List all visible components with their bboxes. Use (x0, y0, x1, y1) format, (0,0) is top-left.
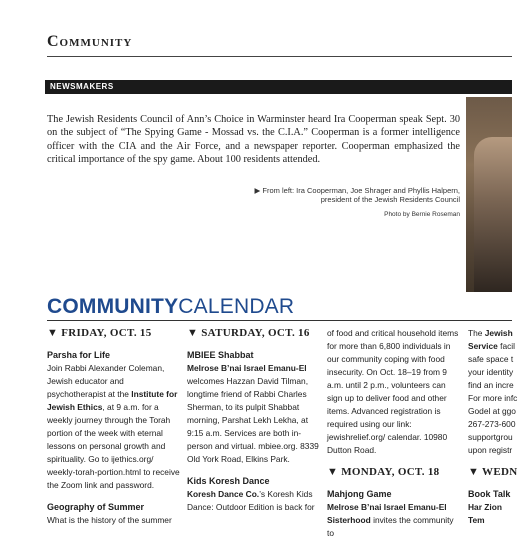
event-org-sisterhood: Melrose B’nai Israel Emanu-El Sisterhood (327, 502, 447, 525)
event-text-booktalk (468, 501, 512, 527)
event-title-koresh: Kids Koresh Dance (187, 476, 270, 486)
event-title-parsha: Parsha for Life (47, 350, 111, 360)
calendar-title (47, 295, 294, 319)
newsmakers-label: NEWSMAKERS (50, 82, 114, 91)
photo-figure (474, 137, 512, 292)
event-title-mahjong: Mahjong Game (327, 489, 392, 499)
event-title-mbiee: MBIEE Shabbat (187, 350, 254, 360)
event-text-mahjong: Melrose B’nai Israel Emanu-El Sisterhood invites the community to (327, 502, 454, 538)
event-org-ije: Institute for Jewish Ethics (47, 389, 178, 412)
photo-credit: Photo by Bernie Roseman (384, 211, 460, 218)
calendar-title-light: CALENDAR (178, 295, 295, 318)
calendar-column-1 (47, 322, 181, 527)
section-divider (47, 56, 512, 57)
event-title-geography: Geography of Summer (47, 502, 145, 512)
event-text-koresh: Koresh Dance Co.’s Koresh Kids Dance: Outdoor Edition is back for (187, 489, 315, 512)
day-heading-wednesday: ▼ WEDN (468, 466, 518, 478)
day-heading-friday: ▼ FRIDAY, OCT. 15 (47, 327, 152, 339)
calendar-column-4 (468, 327, 518, 527)
event-org-harzion: Har Zion Tem (468, 502, 502, 525)
newsmakers-article: The Jewish Residents Council of Ann’s Choice in Warminster heard Ira Cooperman speak Sept. 30 on the subject of “The Spying Game - Mossad vs. the C.I.A.” Cooperman is a former intelligence officer with the CIA and the Air Force, and a newspaper reporter. Cooperman emphasized the critical importance of the spy game. About 100 residents attended. (47, 114, 460, 165)
newsmakers-bar (45, 80, 512, 94)
day-heading-monday: ▼ MONDAY, OCT. 18 (327, 466, 440, 478)
event-text-mbiee: Melrose B’nai Israel Emanu-El welcomes Hazzan David Tilman, longtime friend of Rabbi Charles Sherman, to its pulpit Shabbat morning, Parshat Lekh Lekha, at 9:15 a.m. Services are both in-person and virtual. mbiee.org. 8339 Old York Road, Elkins Park. (187, 363, 319, 464)
calendar-column-3 (327, 327, 461, 540)
event-org-koresh: Koresh Dance Co. (187, 489, 260, 499)
section-title: Community (47, 33, 133, 50)
event-text-parsha: Join Rabbi Alexander Coleman, Jewish educator and psychotherapist at the Institute for Jewish Ethics, at 9 a.m. for a weekly journey through the Torah portion of the week with eternal lessons on personal growth and spirituality. Go to ijethics.org/ weekly-torah-portion.html to receive the Zoom link and password. (47, 363, 180, 490)
calendar-divider (47, 320, 512, 321)
calendar-column-2 (187, 322, 321, 514)
photo-caption (160, 186, 460, 204)
event-title-booktalk: Book Talk (468, 489, 511, 499)
calendar-title-bold: COMMUNITY (47, 295, 179, 318)
event-text-food: of food and critical household items for more than 6,800 individuals in our community coping with food insecurity. On Oct. 18–19 from 9 a.m. until 2 p.m., volunteers can sign up to deliver food and other items. Advanced registration is required using our link: jewishrelief.org/ calendar. 10980 Dutton Road. (327, 328, 459, 455)
newsmakers-photo (466, 97, 512, 292)
caption-line-2: president of the Jewish Residents Council (320, 195, 460, 204)
event-text-geography: What is the history of the summer (47, 515, 172, 525)
event-org-mbiee: Melrose B’nai Israel Emanu-El (187, 363, 307, 373)
event-text-jfcs: The Jewish Service facil safe space t your identity find an incre For more infc Godel at ggo 267-273-600 supportgrou upon registr (468, 328, 518, 455)
caption-line-1: ▶ From left: Ira Cooperman, Joe Shrager and Phyllis Halpern, (254, 186, 460, 195)
day-heading-saturday: ▼ SATURDAY, OCT. 16 (187, 327, 310, 339)
event-org-jfcs: Jewish Service (468, 328, 513, 351)
